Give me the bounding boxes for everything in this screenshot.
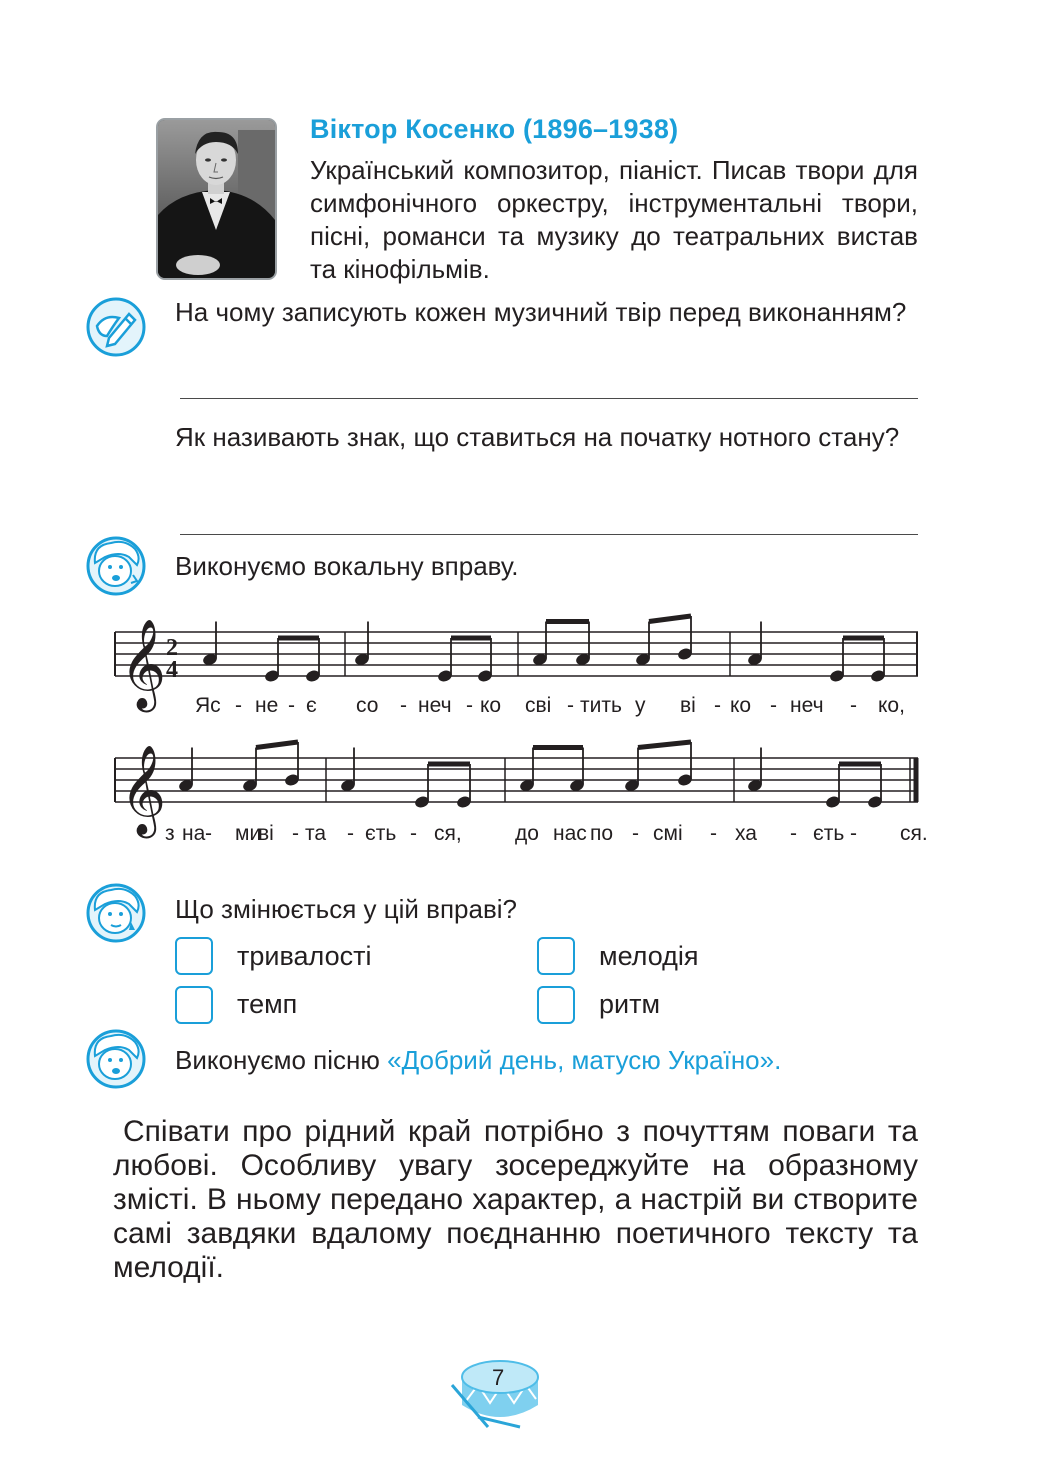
lyric-syllable: у	[635, 694, 646, 717]
lyric-syllable: -	[770, 694, 777, 717]
song-instruction	[175, 1044, 920, 1077]
lyric-syllable: -	[850, 822, 857, 845]
beam	[256, 742, 298, 748]
eighth-note	[264, 638, 281, 683]
option-label-melody: мелодія	[599, 941, 699, 971]
main-paragraph-text: Співати про рідний край потрібно з почуттям поваги та любові. Особливу увагу зосереджуйте на образному змісті. В ньому передано характер, а настрій ви створите самі завдяки вдалому поєднанню поетичного тексту та мелодії.	[113, 1115, 918, 1284]
treble-clef-icon: 𝄞	[120, 619, 167, 709]
lyric-syllable: -	[400, 694, 407, 717]
lyric-syllable: тить	[580, 694, 622, 717]
lyric-syllable: со	[356, 694, 379, 717]
question-two: Як називають знак, що ставиться на початку нотного стану?	[175, 422, 900, 452]
thinking-character-icon	[85, 882, 147, 944]
eighth-note	[414, 764, 431, 809]
time-signature-top: 2	[166, 635, 178, 661]
lyric-syllable: ся.	[900, 822, 928, 845]
answer-line-one[interactable]	[180, 398, 918, 399]
sheet-music	[100, 600, 930, 860]
checkbox-melody[interactable]	[537, 937, 575, 975]
quarter-note	[354, 622, 371, 667]
page-number: 7	[492, 1365, 505, 1390]
lyric-syllable: -	[288, 694, 295, 717]
lyric-syllable: та	[305, 822, 327, 845]
eighth-note	[456, 764, 473, 809]
quarter-note	[747, 622, 764, 667]
staff-one	[115, 632, 918, 676]
time-signature-bottom: 4	[166, 657, 178, 683]
eighth-note	[284, 742, 301, 787]
lyric-syllable: ха	[735, 822, 757, 845]
checkbox-tempo[interactable]	[175, 986, 213, 1024]
lyric-syllable: ми	[235, 822, 262, 845]
composer-bio-text: Український композитор, піаніст. Писав твори для симфонічного оркестру, інструментальні твори, пісні, романси та музику до театральних вистав та кінофільмів.	[310, 155, 918, 284]
answer-line-two[interactable]	[180, 534, 918, 535]
pencil-task-icon	[85, 296, 147, 358]
eighth-note	[575, 622, 592, 667]
lyric-syllable: -	[235, 694, 242, 717]
lyric-syllable: ся,	[434, 822, 462, 845]
lyric-syllable: неч	[790, 694, 824, 717]
option-label-durations: тривалості	[237, 941, 372, 971]
eighth-note	[867, 764, 884, 809]
quarter-note	[178, 748, 195, 793]
lyric-syllable: ко,	[878, 694, 905, 717]
lyric-syllable: сві	[525, 694, 552, 717]
lyric-syllable: ко	[730, 694, 752, 717]
lyric-syllable: до	[515, 822, 539, 845]
lyric-syllable: -	[466, 694, 473, 717]
lyric-syllable: -	[710, 822, 717, 845]
lyric-syllable: -	[850, 694, 857, 717]
eighth-note	[677, 742, 694, 787]
main-paragraph	[113, 1115, 918, 1285]
lyric-syllable: ві	[258, 822, 274, 845]
exercise-intro: Виконуємо вокальну вправу.	[175, 551, 519, 581]
singing-character-icon	[85, 1028, 147, 1090]
eighth-note	[569, 748, 586, 793]
lyric-syllable: -	[714, 694, 721, 717]
option-label-tempo: темп	[237, 989, 298, 1019]
eighth-note	[532, 622, 549, 667]
treble-clef-icon: 𝄞	[120, 745, 167, 835]
lyric-syllable: смі	[653, 822, 683, 845]
eighth-note	[305, 638, 322, 683]
eighth-note	[825, 764, 842, 809]
checkbox-durations[interactable]	[175, 937, 213, 975]
eighth-note	[477, 638, 494, 683]
lyric-syllable: -	[292, 822, 299, 845]
beam	[649, 616, 691, 622]
lyric-syllable: -	[410, 822, 417, 845]
eighth-note	[519, 748, 536, 793]
song-title: «Добрий день, матусю Україно».	[387, 1045, 782, 1075]
composer-name-title: Віктор Косенко (1896–1938)	[310, 114, 679, 144]
singing-character-icon	[85, 535, 147, 597]
option-label-rhythm: ритм	[599, 989, 661, 1019]
eighth-note	[870, 638, 887, 683]
lyric-syllable: нас	[553, 822, 587, 845]
staff-two	[115, 758, 918, 802]
lyric-syllable: є	[306, 694, 317, 717]
beam	[638, 742, 691, 748]
composer-portrait	[158, 120, 275, 278]
quarter-note	[202, 622, 219, 667]
quiz-question: Що змінюється у цій вправі?	[175, 894, 518, 924]
quarter-note	[340, 748, 357, 793]
lyric-syllable: ко	[480, 694, 502, 717]
eighth-note	[829, 638, 846, 683]
checkbox-rhythm[interactable]	[537, 986, 575, 1024]
lyric-syllable: ві	[680, 694, 696, 717]
lyric-syllable: -	[347, 822, 354, 845]
lyric-syllable: -	[205, 822, 212, 845]
lyric-syllable: -	[790, 822, 797, 845]
lyric-syllable: -	[632, 822, 639, 845]
quarter-note	[747, 748, 764, 793]
eighth-note	[624, 748, 641, 793]
question-one: На чому записують кожен музичний твір перед виконанням?	[175, 297, 907, 327]
eighth-note	[677, 616, 694, 661]
eighth-note	[242, 748, 259, 793]
lyric-syllable: по	[590, 822, 614, 845]
lyric-syllable: єть	[813, 822, 845, 845]
lyric-syllable: на	[182, 822, 206, 845]
lyric-syllable: Яс	[195, 694, 221, 717]
lyric-syllable: неч	[418, 694, 452, 717]
lyric-syllable: єть	[365, 822, 397, 845]
page-number-drum	[448, 1355, 548, 1429]
eighth-note	[437, 638, 454, 683]
lyric-syllable: з	[165, 822, 175, 845]
lyric-syllable: не	[255, 694, 279, 717]
lyric-syllable: -	[567, 694, 574, 717]
eighth-note	[635, 622, 652, 667]
song-prefix: Виконуємо пісню	[175, 1045, 388, 1075]
